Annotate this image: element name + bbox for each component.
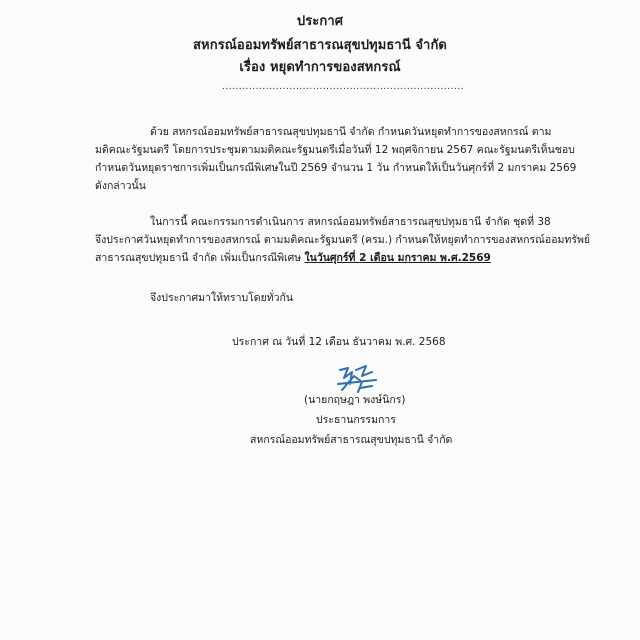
para2-line2: จึงประกาศวันหยุดทำการของสหกรณ์ ตามมติคณะรัฐมนตรี (ครม.) กำหนดให้หยุดทำการของสหกรณ์ออมทรัพย์ bbox=[95, 234, 591, 246]
dotted-separator: ........................................................................ bbox=[222, 82, 464, 92]
para2-line3 bbox=[95, 250, 491, 266]
signatory-name: (นายกฤษฎา พงษ์นิกร) bbox=[304, 394, 406, 406]
header-subject: เรื่อง หยุดทำการของสหกรณ์ bbox=[239, 60, 401, 75]
para2-line1: ในการนี้ คณะกรรมการดำเนินการ สหกรณ์ออมทรัพย์สาธารณสุขปทุมธานี จำกัด ชุดที่ 38 bbox=[150, 216, 551, 228]
signature-mark bbox=[332, 362, 382, 396]
para1-line3: กำหนดวันหยุดราชการเพิ่มเป็นกรณีพิเศษในปี 2569 จำนวน 1 วัน กำหนดให้เป็นวันศุกร์ที่ 2 มกราคม 2569 bbox=[95, 162, 577, 174]
signatory-position: ประธานกรรมการ bbox=[316, 414, 396, 426]
para2-line3-plain: สาธารณสุขปทุมธานี จำกัด เพิ่มเป็นกรณีพิเศษ bbox=[95, 252, 305, 264]
announcement-date: ประกาศ ณ วันที่ 12 เดือน ธันวาคม พ.ศ. 2568 bbox=[232, 336, 446, 348]
closing-statement: จึงประกาศมาให้ทราบโดยทั่วกัน bbox=[150, 292, 294, 304]
para1-line2: มติคณะรัฐมนตรี โดยการประชุมตามมติคณะรัฐมนตรีเมื่อวันที่ 12 พฤศจิกายน 2567 คณะรัฐมนตรีเห็นชอบ bbox=[95, 144, 575, 156]
signatory-org: สหกรณ์ออมทรัพย์สาธารณสุขปทุมธานี จำกัด bbox=[250, 434, 453, 446]
header-org: สหกรณ์ออมทรัพย์สาธารณสุขปทุมธานี จำกัด bbox=[193, 38, 447, 53]
holiday-date-emphasis: ในวันศุกร์ที่ 2 เดือน มกราคม พ.ศ.2569 bbox=[304, 252, 491, 264]
para1-line1: ด้วย สหกรณ์ออมทรัพย์สาธารณสุขปทุมธานี จำกัด กำหนดวันหยุดทำการของสหกรณ์ ตาม bbox=[150, 126, 552, 138]
para1-line4: ดังกล่าวนั้น bbox=[95, 180, 146, 192]
header-announce: ประกาศ bbox=[296, 14, 344, 29]
